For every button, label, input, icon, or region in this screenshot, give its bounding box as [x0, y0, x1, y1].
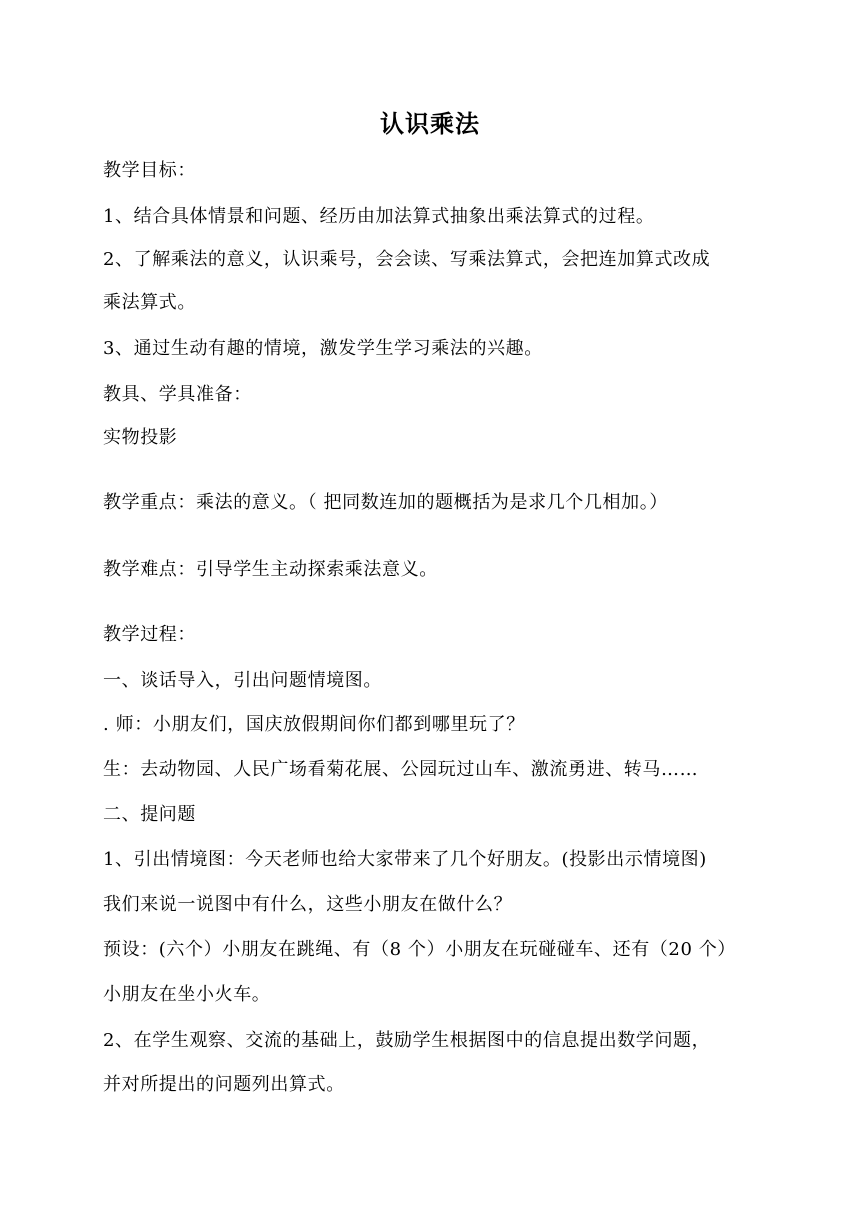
section-two-item-2: 2、在学生观察、交流的基础上，鼓励学生根据图中的信息提出数学问题， [103, 1030, 711, 1051]
heading-teaching-goals: 教学目标： [103, 160, 196, 181]
section-two-item-1: 1、引出情境图：今天老师也给大家带来了几个好朋友。(投影出示情境图) [103, 849, 707, 870]
goal-item-2: 2、了解乘法的意义，认识乘号，会会读、写乘法算式，会把连加算式改成 [103, 249, 711, 270]
materials-text: 实物投影 [103, 427, 178, 448]
goal-item-2-continued: 乘法算式。 [103, 292, 196, 313]
difficult-point-text: 教学难点：引导学生主动探索乘法意义。 [103, 559, 438, 580]
document-title: 认识乘法 [380, 110, 480, 138]
section-one-heading: 一、谈话导入，引出问题情境图。 [103, 670, 382, 691]
heading-teaching-process: 教学过程： [103, 624, 196, 645]
goal-item-1: 1、结合具体情景和问题、经历由加法算式抽象出乘法算式的过程。 [103, 206, 655, 227]
student-answer: 生：去动物园、人民广场看菊花展、公园玩过山车、激流勇进、转马…… [103, 759, 699, 780]
heading-materials: 教具、学具准备： [103, 384, 252, 405]
section-two-item-2-continued: 并对所提出的问题列出算式。 [103, 1074, 345, 1095]
key-point-text: 教学重点：乘法的意义。（ 把同数连加的题概括为是求几个几相加。） [103, 492, 668, 513]
preset-text: 预设：(六个）小朋友在跳绳、有（8 个）小朋友在玩碰碰车、还有（20 个） [103, 939, 737, 960]
goal-item-3: 3、通过生动有趣的情境，激发学生学习乘法的兴趣。 [103, 338, 543, 359]
teacher-question: . 师：小朋友们，国庆放假期间你们都到哪里玩了？ [103, 714, 525, 735]
preset-text-continued: 小朋友在坐小火车。 [103, 984, 271, 1005]
section-two-item-1-continued: 我们来说一说图中有什么，这些小朋友在做什么？ [103, 894, 513, 915]
section-two-heading: 二、提问题 [103, 804, 196, 825]
